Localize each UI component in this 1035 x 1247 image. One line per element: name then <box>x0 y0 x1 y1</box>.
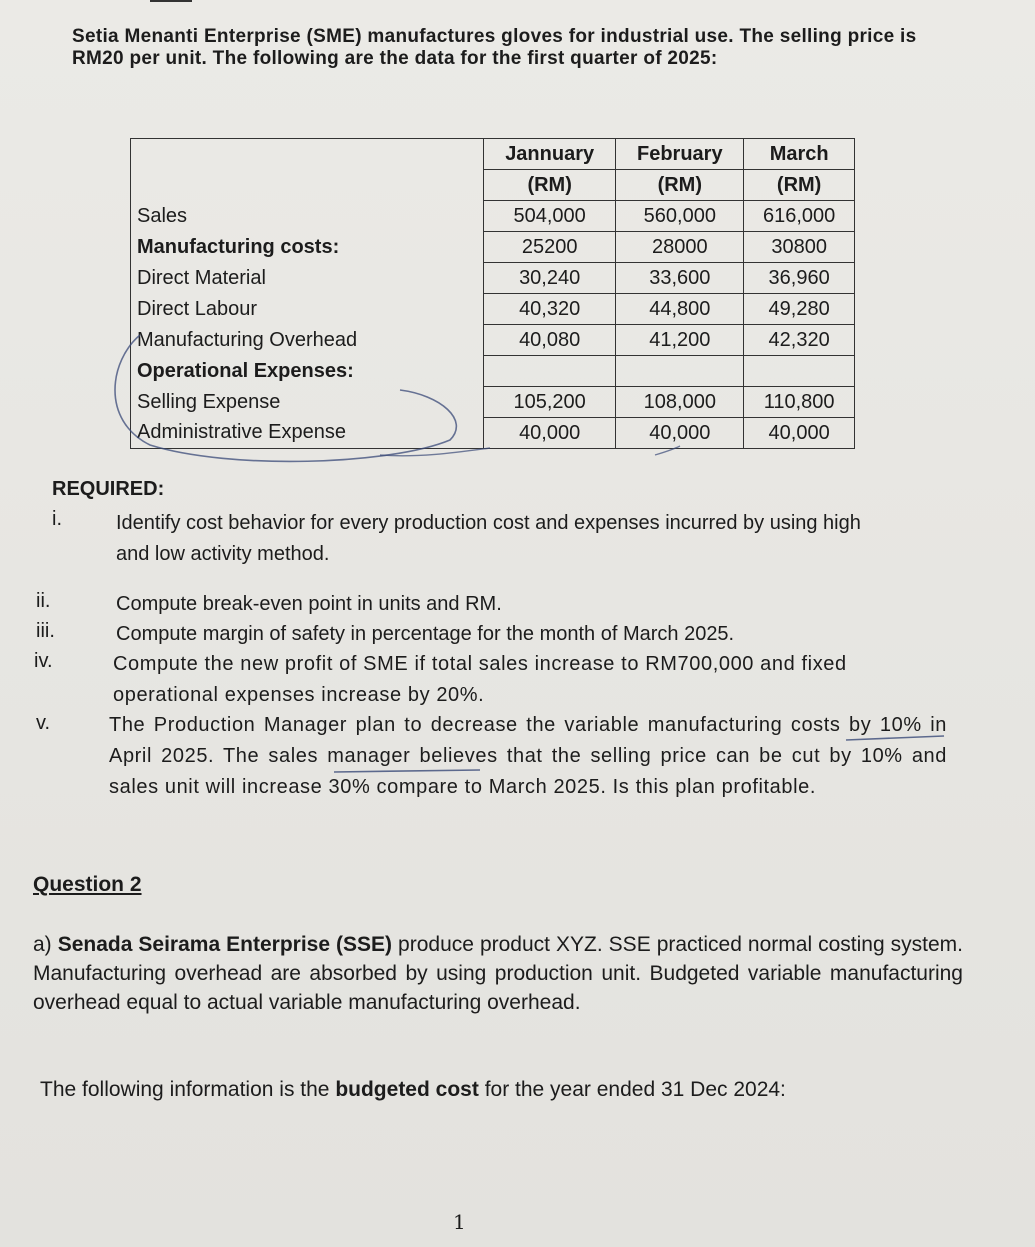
item-number: v. <box>36 712 51 734</box>
cell-january: 25200 <box>484 232 616 263</box>
item-number: iii. <box>36 620 55 642</box>
cell-february: 108,000 <box>616 387 744 418</box>
table-row <box>131 263 855 294</box>
table-row <box>131 325 855 356</box>
required-heading: REQUIRED: <box>52 478 165 500</box>
required-item-i: Identify cost behavior for every production cost and expenses incurred by using high and low activity method. <box>116 512 861 565</box>
cell-march: 110,800 <box>744 387 855 418</box>
budget-info-line <box>40 1078 786 1102</box>
cell-january: 504,000 <box>484 201 616 232</box>
row-label: Manufacturing Overhead <box>131 325 484 356</box>
units-blank <box>131 170 484 201</box>
cell-march: 40,000 <box>744 418 855 449</box>
row-label: Sales <box>131 201 484 232</box>
units-march: (RM) <box>744 170 855 201</box>
cell-february: 28000 <box>616 232 744 263</box>
info-pre: The following information is the <box>40 1078 330 1101</box>
page-number: 1 <box>453 1210 466 1234</box>
header-february: February <box>616 139 744 170</box>
top-rule <box>150 0 192 2</box>
row-label: Direct Material <box>131 263 484 294</box>
table-row <box>131 387 855 418</box>
table-header-blank <box>131 139 484 170</box>
table-header-row <box>131 139 855 170</box>
part-a-company: Senada Seirama Enterprise (SSE) <box>57 933 393 956</box>
row-label: Direct Labour <box>131 294 484 325</box>
row-label: Selling Expense <box>131 387 484 418</box>
header-march: March <box>744 139 855 170</box>
required-item-iii: Compute margin of safety in percentage for the month of March 2025. <box>116 623 735 645</box>
cell-february: 41,200 <box>616 325 744 356</box>
intro-paragraph: Setia Menanti Enterprise (SME) manufactures gloves for industrial use. The selling price is RM20 per unit. The following are the data for the first quarter of 2025: <box>72 26 917 69</box>
cell-january: 105,200 <box>484 387 616 418</box>
required-item-v: The Production Manager plan to decrease the variable manufacturing costs by 10% in April 2025. The sales manager believes that the selling price can be cut by 10% and sales unit will increase 30% compare to March 2025. Is this plan profitable. <box>109 714 947 798</box>
units-january: (RM) <box>484 170 616 201</box>
cell-march <box>744 356 855 387</box>
table-row <box>131 356 855 387</box>
pen-stroke-mark <box>380 448 490 456</box>
quarterly-data-table <box>130 138 855 449</box>
item-number: i. <box>52 508 62 530</box>
table-units-row <box>131 170 855 201</box>
cell-february: 40,000 <box>616 418 744 449</box>
question-2-heading: Question 2 <box>33 873 142 896</box>
cell-february <box>616 356 744 387</box>
part-a-text: produce product XYZ. SSE practiced normal costing system. Manufacturing overhead are absorbed by using production unit. Budgeted variable manufacturing overhead equal to actual variable manufacturing overhead. <box>33 933 963 1014</box>
table-row <box>131 294 855 325</box>
required-item-iv: Compute the new profit of SME if total sales increase to RM700,000 and fixed operational expenses increase by 20%. <box>113 653 847 706</box>
cell-february: 560,000 <box>616 201 744 232</box>
header-january: Jannuary <box>484 139 616 170</box>
item-number: iv. <box>34 650 53 672</box>
info-post: for the year ended 31 Dec 2024: <box>484 1078 786 1101</box>
cell-january: 40,080 <box>484 325 616 356</box>
units-february: (RM) <box>616 170 744 201</box>
cell-march: 42,320 <box>744 325 855 356</box>
table-row <box>131 201 855 232</box>
item-number: ii. <box>36 590 51 612</box>
cell-march: 30800 <box>744 232 855 263</box>
row-label: Administrative Expense <box>131 418 484 449</box>
required-item-ii: Compute break-even point in units and RM. <box>116 593 502 615</box>
cell-january: 30,240 <box>484 263 616 294</box>
question-2a-paragraph <box>33 930 963 1017</box>
row-label: Operational Expenses: <box>131 356 484 387</box>
cell-february: 33,600 <box>616 263 744 294</box>
table-row <box>131 232 855 263</box>
cell-january <box>484 356 616 387</box>
cell-february: 44,800 <box>616 294 744 325</box>
cell-march: 36,960 <box>744 263 855 294</box>
row-label: Manufacturing costs: <box>131 232 484 263</box>
info-bold: budgeted cost <box>335 1078 479 1101</box>
cell-january: 40,000 <box>484 418 616 449</box>
cell-march: 616,000 <box>744 201 855 232</box>
cell-january: 40,320 <box>484 294 616 325</box>
cell-march: 49,280 <box>744 294 855 325</box>
part-a-label: a) <box>33 933 52 956</box>
table-row <box>131 418 855 449</box>
